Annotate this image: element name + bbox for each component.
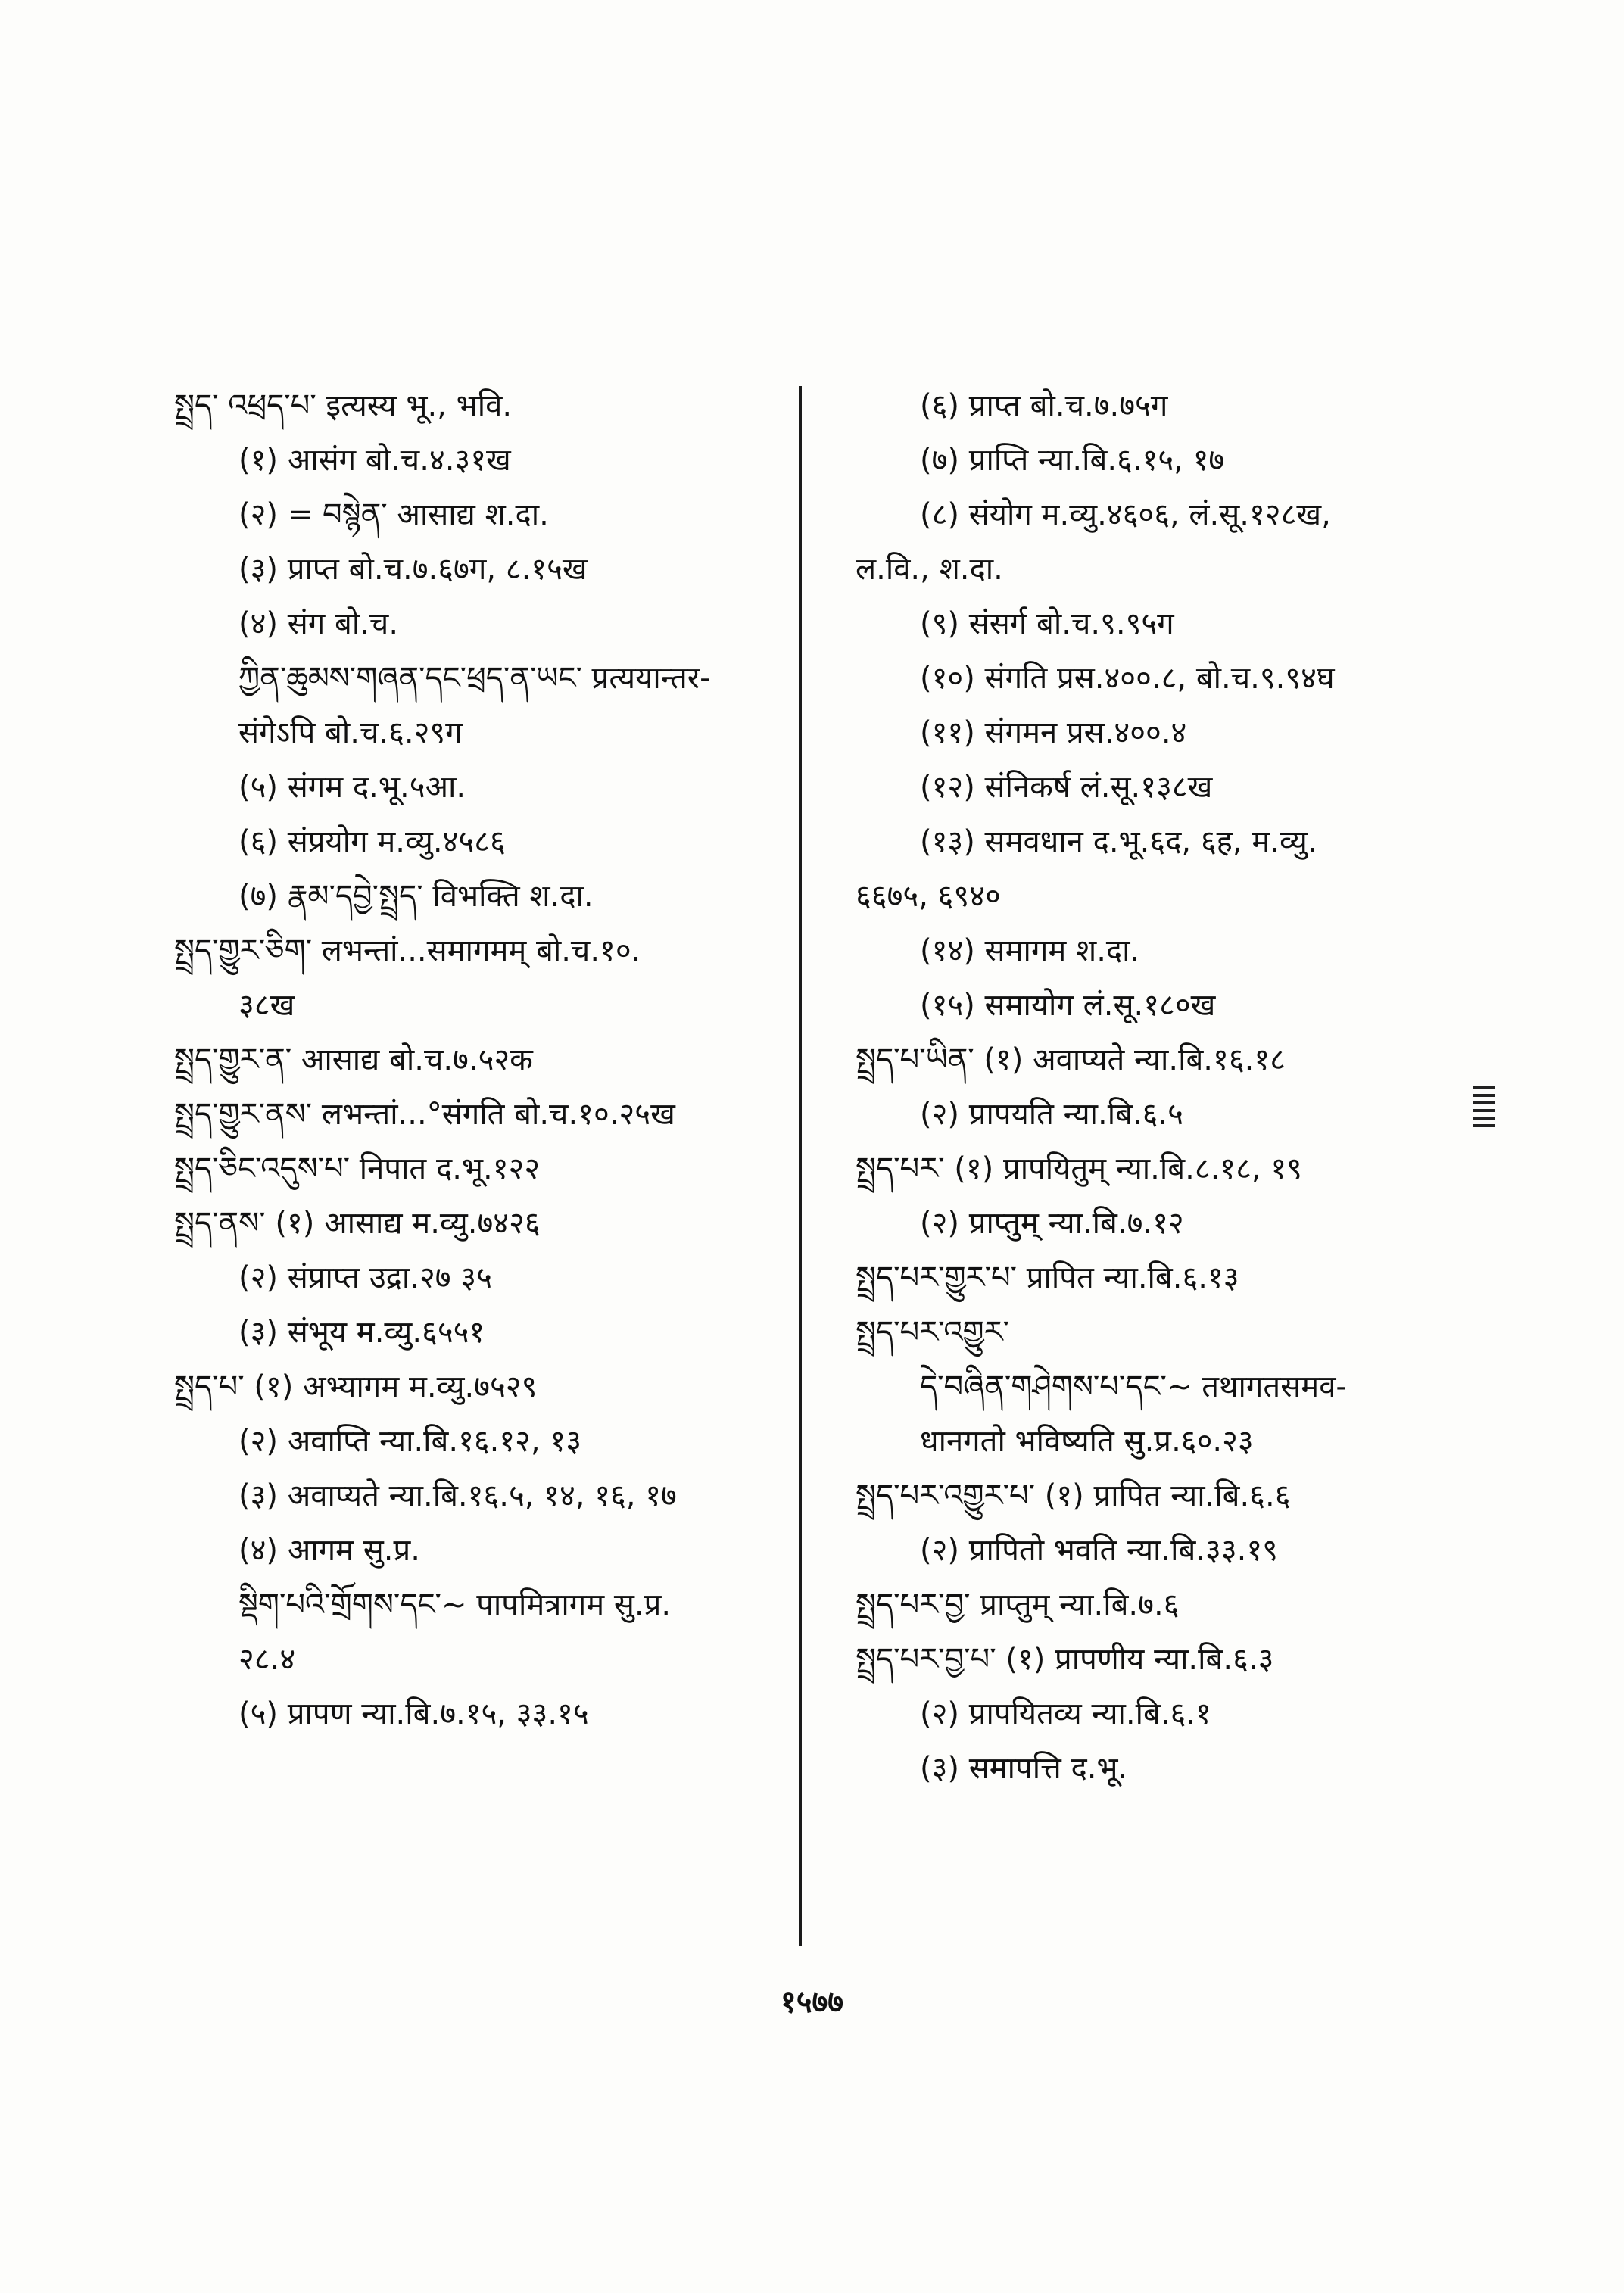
entry-line: संगेऽपि बो.च.६.२९ग (238, 715, 463, 750)
entry-line: (३) अवाप्यते न्या.बि.१६.५, १४, १६, १७ (238, 1478, 677, 1513)
entry-line: (७) प्राप्ति न्या.बि.६.१५, १७ (920, 443, 1225, 478)
entry-line: དེ་བཞིན་གཤེགས་པ་དང་~ तथागतसमव- (920, 1369, 1347, 1404)
entry-line: སྤྲད་པ་ (१) अभ्यागम म.व्यु.७५२९ (174, 1369, 538, 1404)
entry-line: (२) अवाप्ति न्या.बि.१६.१२, १३ (238, 1424, 582, 1459)
entry-line: ल.वि., श.दा. (856, 552, 1003, 587)
thumb-index-marker (1473, 1086, 1495, 1132)
entry-line: (२) प्रापितो भवति न्या.बि.३३.१९ (920, 1533, 1278, 1568)
entry-line: སྤྲད་པ་ཡིན་ (१) अवाप्यते न्या.बि.१६.१८ (856, 1042, 1286, 1077)
entry-line: སྤྲད་ཅིང་འདུས་པ་ निपात द.भू.१२२ (174, 1151, 541, 1186)
entry-line: (४) आगम सु.प्र. (238, 1533, 420, 1568)
entry-line: (२) प्रापयति न्या.बि.६.५ (920, 1097, 1183, 1132)
entry-line: (१३) समवधान द.भू.६द, ६ह, म.व्यु. (920, 824, 1317, 859)
entry-line: སྤྲད་པར་གྱུར་པ་ प्रापित न्या.बि.६.१३ (856, 1260, 1239, 1295)
entry-line: ६६७५, ६९४० (856, 879, 1001, 914)
entry-line: སྤྲད་གྱུར་ཅིག་ लभन्तां...समागमम् बो.च.१०. (174, 933, 641, 968)
right-column (856, 379, 1461, 1796)
entry-line: (८) संयोग म.व्यु.४६०६, लं.सू.१२८ख, (920, 497, 1331, 532)
entry-line: (९) संसर्ग बो.च.९.९५ग (920, 606, 1174, 641)
entry-line: (२) प्राप्तुम् न्या.बि.७.१२ (920, 1206, 1184, 1241)
entry-line: (१४) समागम श.दा. (920, 933, 1140, 968)
entry-line: (६) प्राप्त बो.च.७.७५ग (920, 388, 1168, 423)
entry-line: २८.४ (238, 1642, 296, 1677)
entry-line: སྤྲད་པར་བྱ་ प्राप्तुम् न्या.बि.७.६ (856, 1587, 1180, 1622)
entry-line: སྤྲད་པར་བྱ་པ་ (१) प्रापणीय न्या.बि.६.३ (856, 1642, 1274, 1677)
entry-line: སྤྲད་པར་འགྱུར་པ་ (१) प्रापित न्या.बि.६.६ (856, 1478, 1291, 1513)
entry-line: (१५) समायोग लं.सू.१८०ख (920, 988, 1216, 1023)
entry-line: སྤྲད་གྱུར་ནས་ लभन्तां...°संगति बो.च.१०.२५ख (174, 1097, 675, 1132)
left-column (174, 379, 795, 1741)
entry-line: (३) प्राप्त बो.च.७.६७ग, ८.१५ख (238, 552, 588, 587)
entry-line: (३) संभूय म.व्यु.६५५१ (238, 1315, 485, 1350)
entry-line: སྤྲད་ འཕྲད་པ་ इत्यस्य भू., भवि. (174, 388, 513, 423)
entry-line: धानगतो भविष्यति सु.प्र.६०.२३ (920, 1424, 1254, 1459)
entry-line: སྤྲད་ནས་ (१) आसाद्य म.व्यु.७४२६ (174, 1206, 541, 1241)
entry-line: (१२) संनिकर्ष लं.सू.१३८ख (920, 770, 1213, 805)
entry-line: (२) संप्राप्त उद्रा.२७ ३५ (238, 1260, 492, 1295)
entry-line: (४) संग बो.च. (238, 606, 399, 641)
entry-line: སྤྲད་གྱུར་ན་ आसाद्य बो.च.७.५२क (174, 1042, 533, 1077)
entry-line: (३) समापत्ति द.भू. (920, 1751, 1128, 1786)
entry-line: (११) संगमन प्रस.४००.४ (920, 715, 1187, 750)
entry-line: (१०) संगति प्रस.४००.८, बो.च.९.९४घ (920, 661, 1335, 696)
entry-line: (७) རྣམ་དབྱེ་སྤྲད་ विभक्ति श.दा. (238, 879, 594, 914)
entry-line: སྤྲད་པར་འགྱུར་ (856, 1315, 1009, 1350)
entry-line: (५) प्रापण न्या.बि.७.१५, ३३.१५ (238, 1696, 589, 1731)
entry-line: (६) संप्रयोग म.व्यु.४५८६ (238, 824, 506, 859)
entry-line: ३८ख (238, 988, 295, 1023)
page-number: १५७७ (780, 1985, 844, 2020)
entry-line: (२) = བསྙེན་ आसाद्य श.दा. (238, 497, 549, 532)
entry-line: སྡིག་པའི་གྲོགས་དང་~ पापमित्रागम सु.प्र. (238, 1587, 672, 1622)
entry-line: ཀྱིན་ཆུམས་གཞན་དང་ཕྲད་ན་ཡང་ प्रत्ययान्तर- (238, 661, 711, 696)
entry-line: (५) संगम द.भू.५आ. (238, 770, 466, 805)
entry-line: (१) आसंग बो.च.४.३१ख (238, 443, 511, 478)
column-divider (799, 386, 802, 1946)
entry-line: སྤྲད་པར་ (१) प्रापयितुम् न्या.बि.८.१८, १९ (856, 1151, 1302, 1186)
entry-line: (२) प्रापयितव्य न्या.बि.६.१ (920, 1696, 1211, 1731)
